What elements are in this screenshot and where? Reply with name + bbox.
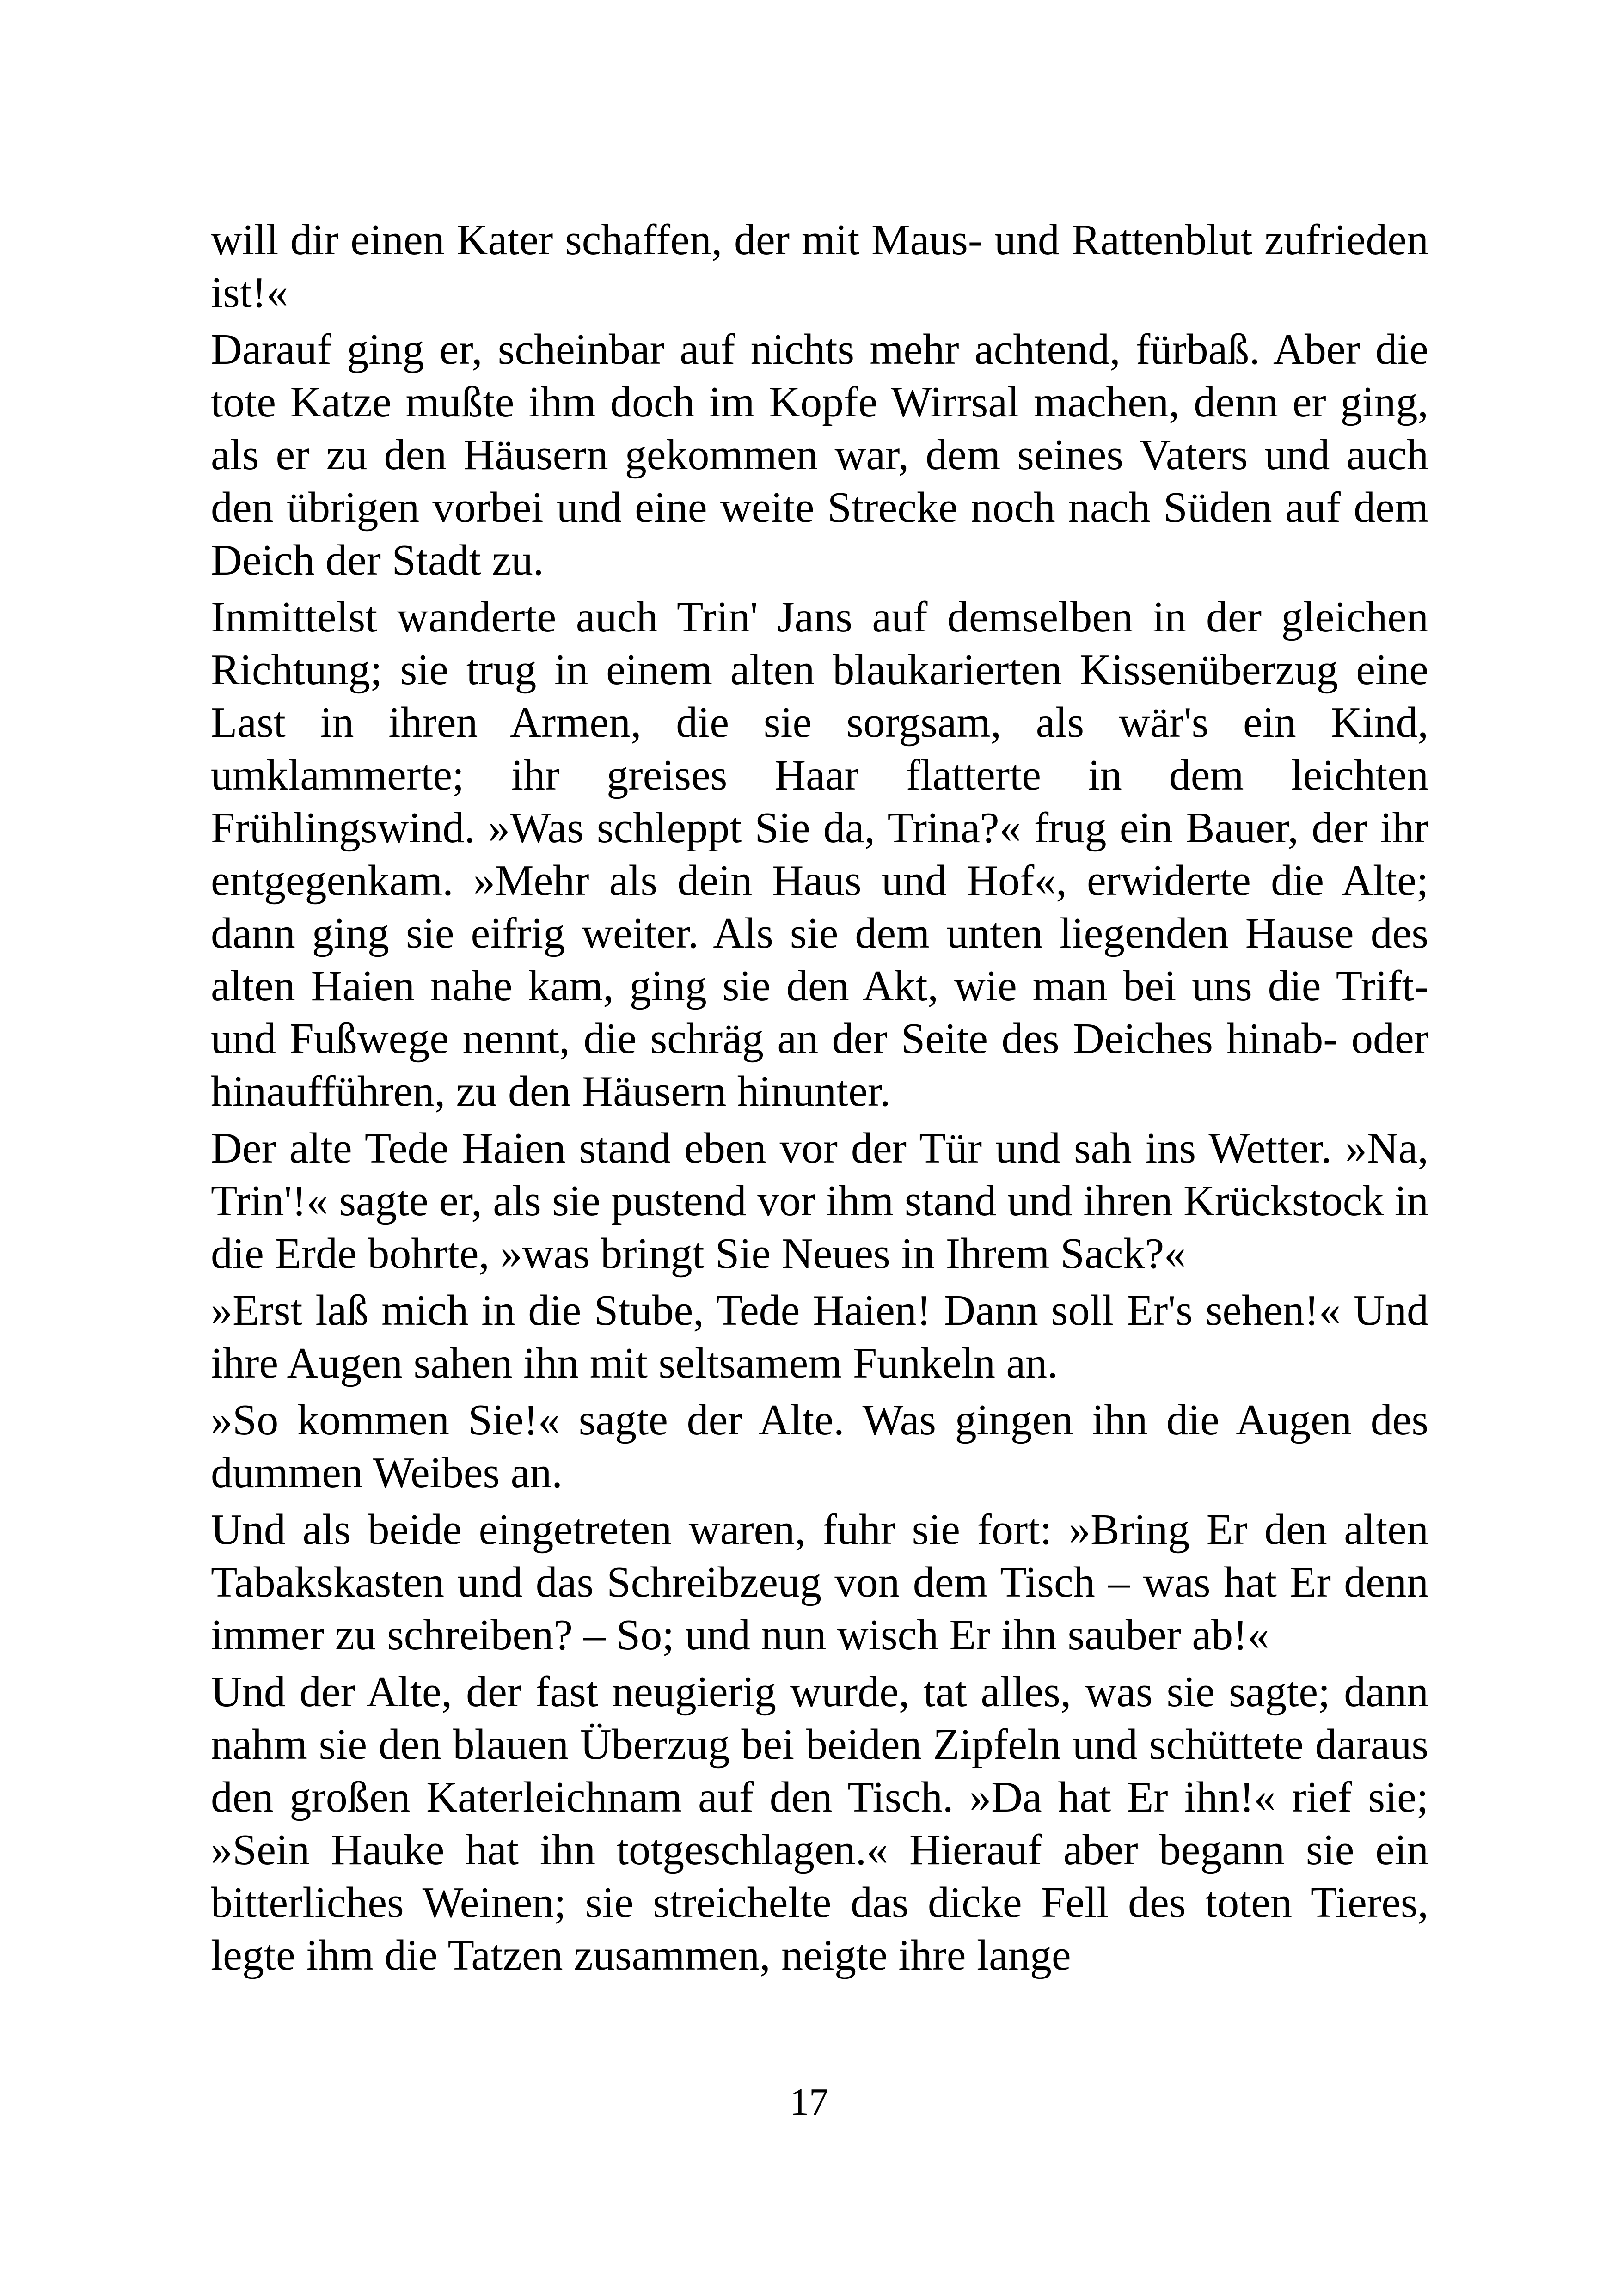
paragraph: Und der Alte, der fast neugierig wurde, tat alles, was sie sagte; dann nahm sie den blauen Überzug bei beiden Zipfeln und schüttete daraus den großen Katerleichnam auf den Tisch. »Da hat Er ihn!« rief sie; »Sein Hauke hat ihn totgeschlagen.« Hierauf aber begann sie ein bitterliches Weinen; sie streichelte das dicke Fell des toten Tieres, legte ihm die Tatzen zusammen, neigte ihre lange [211,1668,1428,1979]
page-number: 17 [790,2081,828,2124]
paragraph: Und als beide eingetreten waren, fuhr sie fort: »Bring Er den alten Tabakskasten und das Schreibzeug von dem Tisch – was hat Er denn immer zu schreiben? – So; und nun wisch Er ihn sauber ab!« [211,1506,1428,1659]
paragraph: Darauf ging er, scheinbar auf nichts mehr achtend, fürbaß. Aber die tote Katze mußte ihm doch im Kopfe Wirrsal machen, denn er ging, als er zu den Häusern gekommen war, dem seines Vaters und auch den übrigen vorbei und eine weite Strecke noch nach Süden auf dem Deich der Stadt zu. [211,325,1428,584]
paragraph: Inmittelst wanderte auch Trin' Jans auf demselben in der gleichen Richtung; sie trug in einem alten blaukarierten Kissenüberzug eine Last in ihren Armen, die sie sorgsam, als wär's ein Kind, umklammerte; ihr greises Haar flatterte in dem leichten Frühlingswind. »Was schleppt Sie da, Trina?« frug ein Bauer, der ihr entgegenkam. »Mehr als dein Haus und Hof«, erwiderte die Alte; dann ging sie eifrig weiter. Als sie dem unten liegenden Hause des alten Haien nahe kam, ging sie den Akt, wie man bei uns die Trift- und Fußwege nennt, die schräg an der Seite des Deiches hinab- oder hinaufführen, zu den Häusern hinunter. [211,593,1428,1115]
paragraph: »Erst laß mich in die Stube, Tede Haien! Dann soll Er's sehen!« Und ihre Augen sahen ihn mit seltsamem Funkeln an. [211,1286,1428,1387]
paragraph: »So kommen Sie!« sagte der Alte. Was gingen ihn die Augen des dummen Weibes an. [211,1396,1428,1497]
body-text [211,214,1428,1986]
paragraph: will dir einen Kater schaffen, der mit Maus- und Rattenblut zufrieden ist!« [211,216,1428,317]
paragraph: Der alte Tede Haien stand eben vor der Tür und sah ins Wetter. »Na, Trin'!« sagte er, als sie pustend vor ihm stand und ihren Krückstock in die Erde bohrte, »was bringt Sie Neues in Ihrem Sack?« [211,1124,1428,1278]
